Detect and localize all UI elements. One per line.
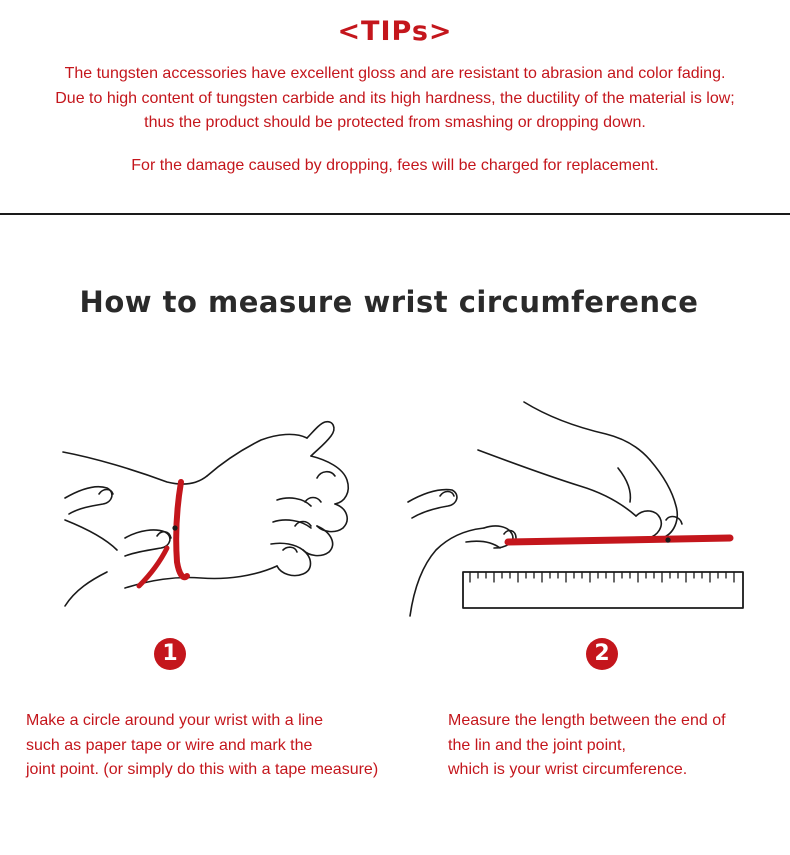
step-1-line: Make a circle around your wrist with a line xyxy=(26,712,324,729)
step-1-text xyxy=(26,709,378,783)
step-1-badge: 1 xyxy=(154,638,186,670)
section-title: How to measure wrist circumference xyxy=(79,285,699,319)
tips-line: Due to high content of tungsten carbide and its high hardness, the ductility of the material is low; xyxy=(55,89,735,107)
tips-text xyxy=(0,62,790,136)
section-divider xyxy=(0,213,790,215)
tips-note: For the damage caused by dropping, fees will be charged for replacement. xyxy=(131,157,659,174)
step-1-line: joint point. (or simply do this with a tape measure) xyxy=(26,761,379,778)
tips-line: thus the product should be protected from smashing or dropping down. xyxy=(144,114,646,131)
tape-measured-on-ruler-icon xyxy=(400,398,750,623)
wrist-wrapped-with-tape-icon xyxy=(55,410,365,625)
tips-title: <TIPs> xyxy=(337,16,453,47)
step-2-badge: 2 xyxy=(586,638,618,670)
tips-line: The tungsten accessories have excellent gloss and are resistant to abrasion and color fading. xyxy=(64,65,726,82)
step-2-text xyxy=(448,709,726,783)
step-2-line: which is your wrist circumference. xyxy=(448,761,688,778)
step-2-line: the lin and the joint point, xyxy=(448,736,626,754)
step-1-line: such as paper tape or wire and mark the xyxy=(26,736,313,754)
step-2-line: Measure the length between the end of xyxy=(448,712,726,729)
